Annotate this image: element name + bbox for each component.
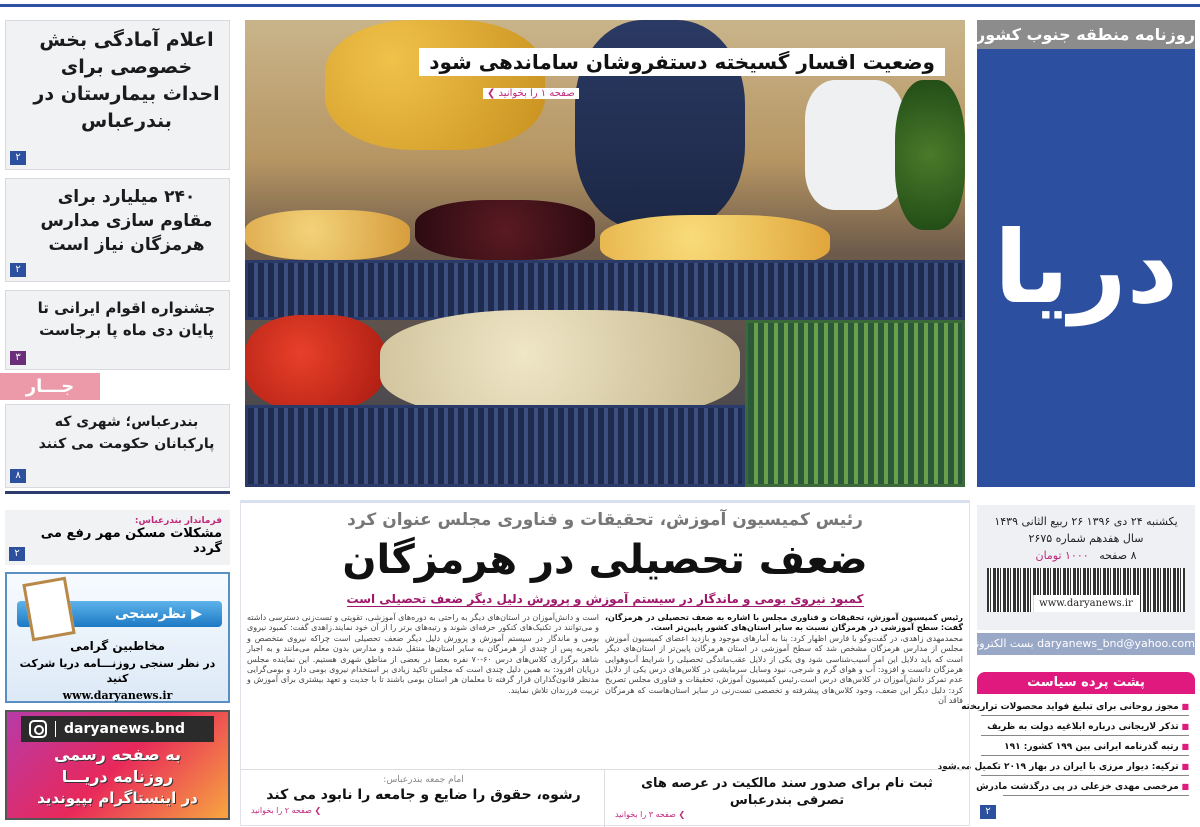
list-item[interactable]: ■ مرخصی مهدی خزعلی در پی درگذشت مادرش [1003, 782, 1189, 796]
poll-button[interactable]: ▶ نظرسنجی [17, 601, 222, 627]
insta-line1: به صفحه رسمی [54, 745, 181, 764]
insta-line3: در اینستاگرام بپیوندید [37, 789, 198, 807]
page-badge: ۲ [9, 547, 25, 561]
story-lead [241, 591, 969, 608]
page-badge: ۲ [10, 263, 26, 277]
news-title: ۲۴۰ میلیارد برای مقاوم سازی مدارس هرمزگان نیاز است [40, 187, 213, 255]
lead-photo-market[interactable] [245, 20, 965, 487]
readmore-link[interactable]: ❯ صفحه ۲ را بخوانید [251, 806, 322, 815]
news-box-parking[interactable] [5, 404, 230, 488]
instagram-icon [29, 720, 47, 738]
main-story [240, 500, 970, 826]
photo-headline[interactable]: وضعیت افسار گسیخته دستفروشان ساماندهی شود [419, 48, 945, 76]
news-box-mehr-housing[interactable] [5, 510, 230, 565]
watermark-logo: جـــار [0, 373, 100, 400]
poll-line2: در نظر سنجی روزنـــامه دریا شرکت کنید [19, 657, 216, 685]
news-title: جشنواره اقوام ایرانی تا پایان دی ماه پا برجاست [37, 299, 216, 339]
politics-list [937, 702, 1195, 802]
news-box-bribery[interactable] [241, 769, 606, 827]
news-box-festival[interactable] [5, 290, 230, 370]
list-item[interactable]: ■ ترکیه: دیوار مرزی با ایران در بهار ۲۰۱۹ تکمیل می‌شود [981, 762, 1189, 776]
page-count: ۸ صفحه [1099, 549, 1137, 562]
top-rule [0, 4, 1200, 7]
poll-line1: مخاطبین گرامی [70, 639, 165, 653]
readmore-link[interactable]: ❯ صفحه ۳ را بخوانید [615, 810, 686, 819]
masthead-tagline: روزنامه منطقه جنوب کشور [977, 20, 1195, 49]
divider [5, 491, 230, 494]
barcode [987, 568, 1185, 612]
clipboard-icon [22, 577, 75, 642]
issue-info [977, 505, 1195, 630]
masthead-logo: دریا [977, 49, 1195, 487]
poll-url[interactable]: www.daryanews.ir [62, 689, 173, 702]
list-item[interactable]: ■ مجوز روحانی برای تبلیغ فواید محصولات تراریخته [981, 702, 1189, 716]
news-box-property-deeds[interactable] [604, 769, 969, 827]
news-kicker: فرماندار بندرعباس: [134, 516, 222, 526]
news-title: ثبت نام برای صدور سند مالکیت در عرصه های تصرفی بندرعباس [641, 776, 933, 808]
story-kicker: رئیس کمیسیون آموزش، تحقیقات و فناوری مجلس عنوان کرد [347, 510, 863, 530]
website[interactable]: www.daryanews.ir [1033, 595, 1139, 612]
page-badge: ۲ [980, 805, 996, 819]
news-box-schools[interactable] [5, 178, 230, 282]
story-headline[interactable]: ضعف تحصیلی در هرمزگان [342, 537, 868, 583]
insta-line2: روزنامه دریـــا [61, 767, 174, 786]
instagram-ad[interactable] [5, 710, 230, 820]
issue-number: سال هفدهم شماره ۲۶۷۵ [1028, 532, 1144, 545]
news-title: رشوه، حقوق را ضایع و جامعه را نابود می کند [266, 787, 581, 803]
list-item[interactable]: ■ تذکر لاریجانی درباره ابلاغیه دولت به ظریف [981, 722, 1189, 736]
issue-date: یکشنبه ۲۴ دی ۱۳۹۶ ۲۶ ربیع الثانی ۱۴۳۹ [994, 515, 1178, 528]
politics-header: پشت پرده سیاست [977, 672, 1195, 694]
story-lead-text: کمبود نیروی بومی و ماندگار در سیستم آموزش و پرورش دلیل دیگر ضعف تحصیلی است [346, 592, 864, 606]
story-column-right [605, 613, 963, 707]
list-item[interactable]: ■ رتبه گذرنامه ایرانی بین ۱۹۹ کشور: ۱۹۱ [981, 742, 1189, 756]
news-kicker: امام جمعه بندرعباس: [383, 775, 464, 785]
news-title: بندرعباس؛ شهری که پارکبانان حکومت می کنند [38, 414, 215, 452]
poll-text [7, 638, 228, 703]
poll-ad[interactable] [5, 572, 230, 703]
email-bar[interactable]: daryanews_bnd@yahoo.com بست الکترونیکی [977, 633, 1195, 655]
instagram-handle-bar[interactable] [21, 716, 214, 742]
news-box-hospital[interactable] [5, 20, 230, 170]
instagram-handle: daryanews.bnd [55, 721, 185, 737]
news-title: مشکلات مسکن مهر رفع می گردد [40, 526, 222, 556]
story-body-right: محمدمهدی زاهدی، در گفت‌وگو با فارس اظهار کرد: بنا به آمارهای موجود و بازدید اعضای کمیسیون آموزش مجلس از مدارس هرمزگان مشخص شد که سطح آموزشی در استان هرمزگان پایین‌تر از استان‌های دیگر است که باید دلایل این امر آسیب‌شناسی شود وی یکی از دلایل عقب‌ماندگی تحصیلی را شرایط آب‌وهوایی هرمزگان دانست و افزود: آب و هوای گرم و شرجی، نبود وسایل سرمایشی در کلاس‌های درس یکی از دلایل عدم تمرکز دانش‌آموزان در کلاس‌های درس است.رئیس کمیسیون آموزش، تحقیقات و فناوری مجلس تصریح کرد: دلیل دیگر این ضعف، وجود کلاس‌های پیشرفته و تخصصی تست‌زنی در سایر استان‌هاست که هرمزگان فاقد آن [605, 633, 963, 706]
price: ۱۰۰۰ تومان [1035, 549, 1089, 562]
story-intro: رئیس کمیسیون آموزش، تحقیقات و فناوری مجلس با اشاره به ضعف تحصیلی در هرمزگان، گفت: سطح آموزشی در هرمزگان نسبت به سایر استان‌های کشور پایین‌تر است. [605, 613, 963, 633]
news-title: اعلام آمادگی بخش خصوصی برای احداث بیمارستان در بندرعباس [33, 29, 220, 132]
page-badge: ۲ [10, 151, 26, 165]
story-column-left: است و دانش‌آموزان در استان‌های دیگر به راحتی به دوره‌های آموزشی، تقویتی و تست‌زنی دسترسی داشته و می‌توانند در تکنیک‌های کنکور حرفه‌ای شوند و رتبه‌های برتر را از آن خود نمایند.زاهدی گفت: کمبود نیروی بومی و ماندگار در سیستم آموزش و پرورش دلیل دیگر ضعف تحصیلی است چراکه نیروی متخصص و باتجربه پس از چندی از هرمزگان به سایر استان‌ها منتقل شده و مدارس بدون معلم می‌مانند و به اجبار شاهد برگزاری کلاس‌های درس ۶۰-۷۰ نفره بعضا در بعضی از مناطق شهری هستیم. این نماینده مجلس درپایان افزود: به همین دلیل چندی است که مجلس تاکید زیادی بر استخدام نیروی بومی دارد و بومی‌گرایی مدنظر قانون‌گذاران قرار گرفته تا معلمان هر استان بومی باشند تا با جدیت و تعهد بیشتری برای آموزش و تربیت فرزندان تلاش نمایند. [247, 613, 599, 695]
page-badge: ۸ [10, 469, 26, 483]
photo-readmore-link[interactable]: صفحه ۱ را بخوانید ❯ [483, 88, 579, 99]
page-badge: ۳ [10, 351, 26, 365]
